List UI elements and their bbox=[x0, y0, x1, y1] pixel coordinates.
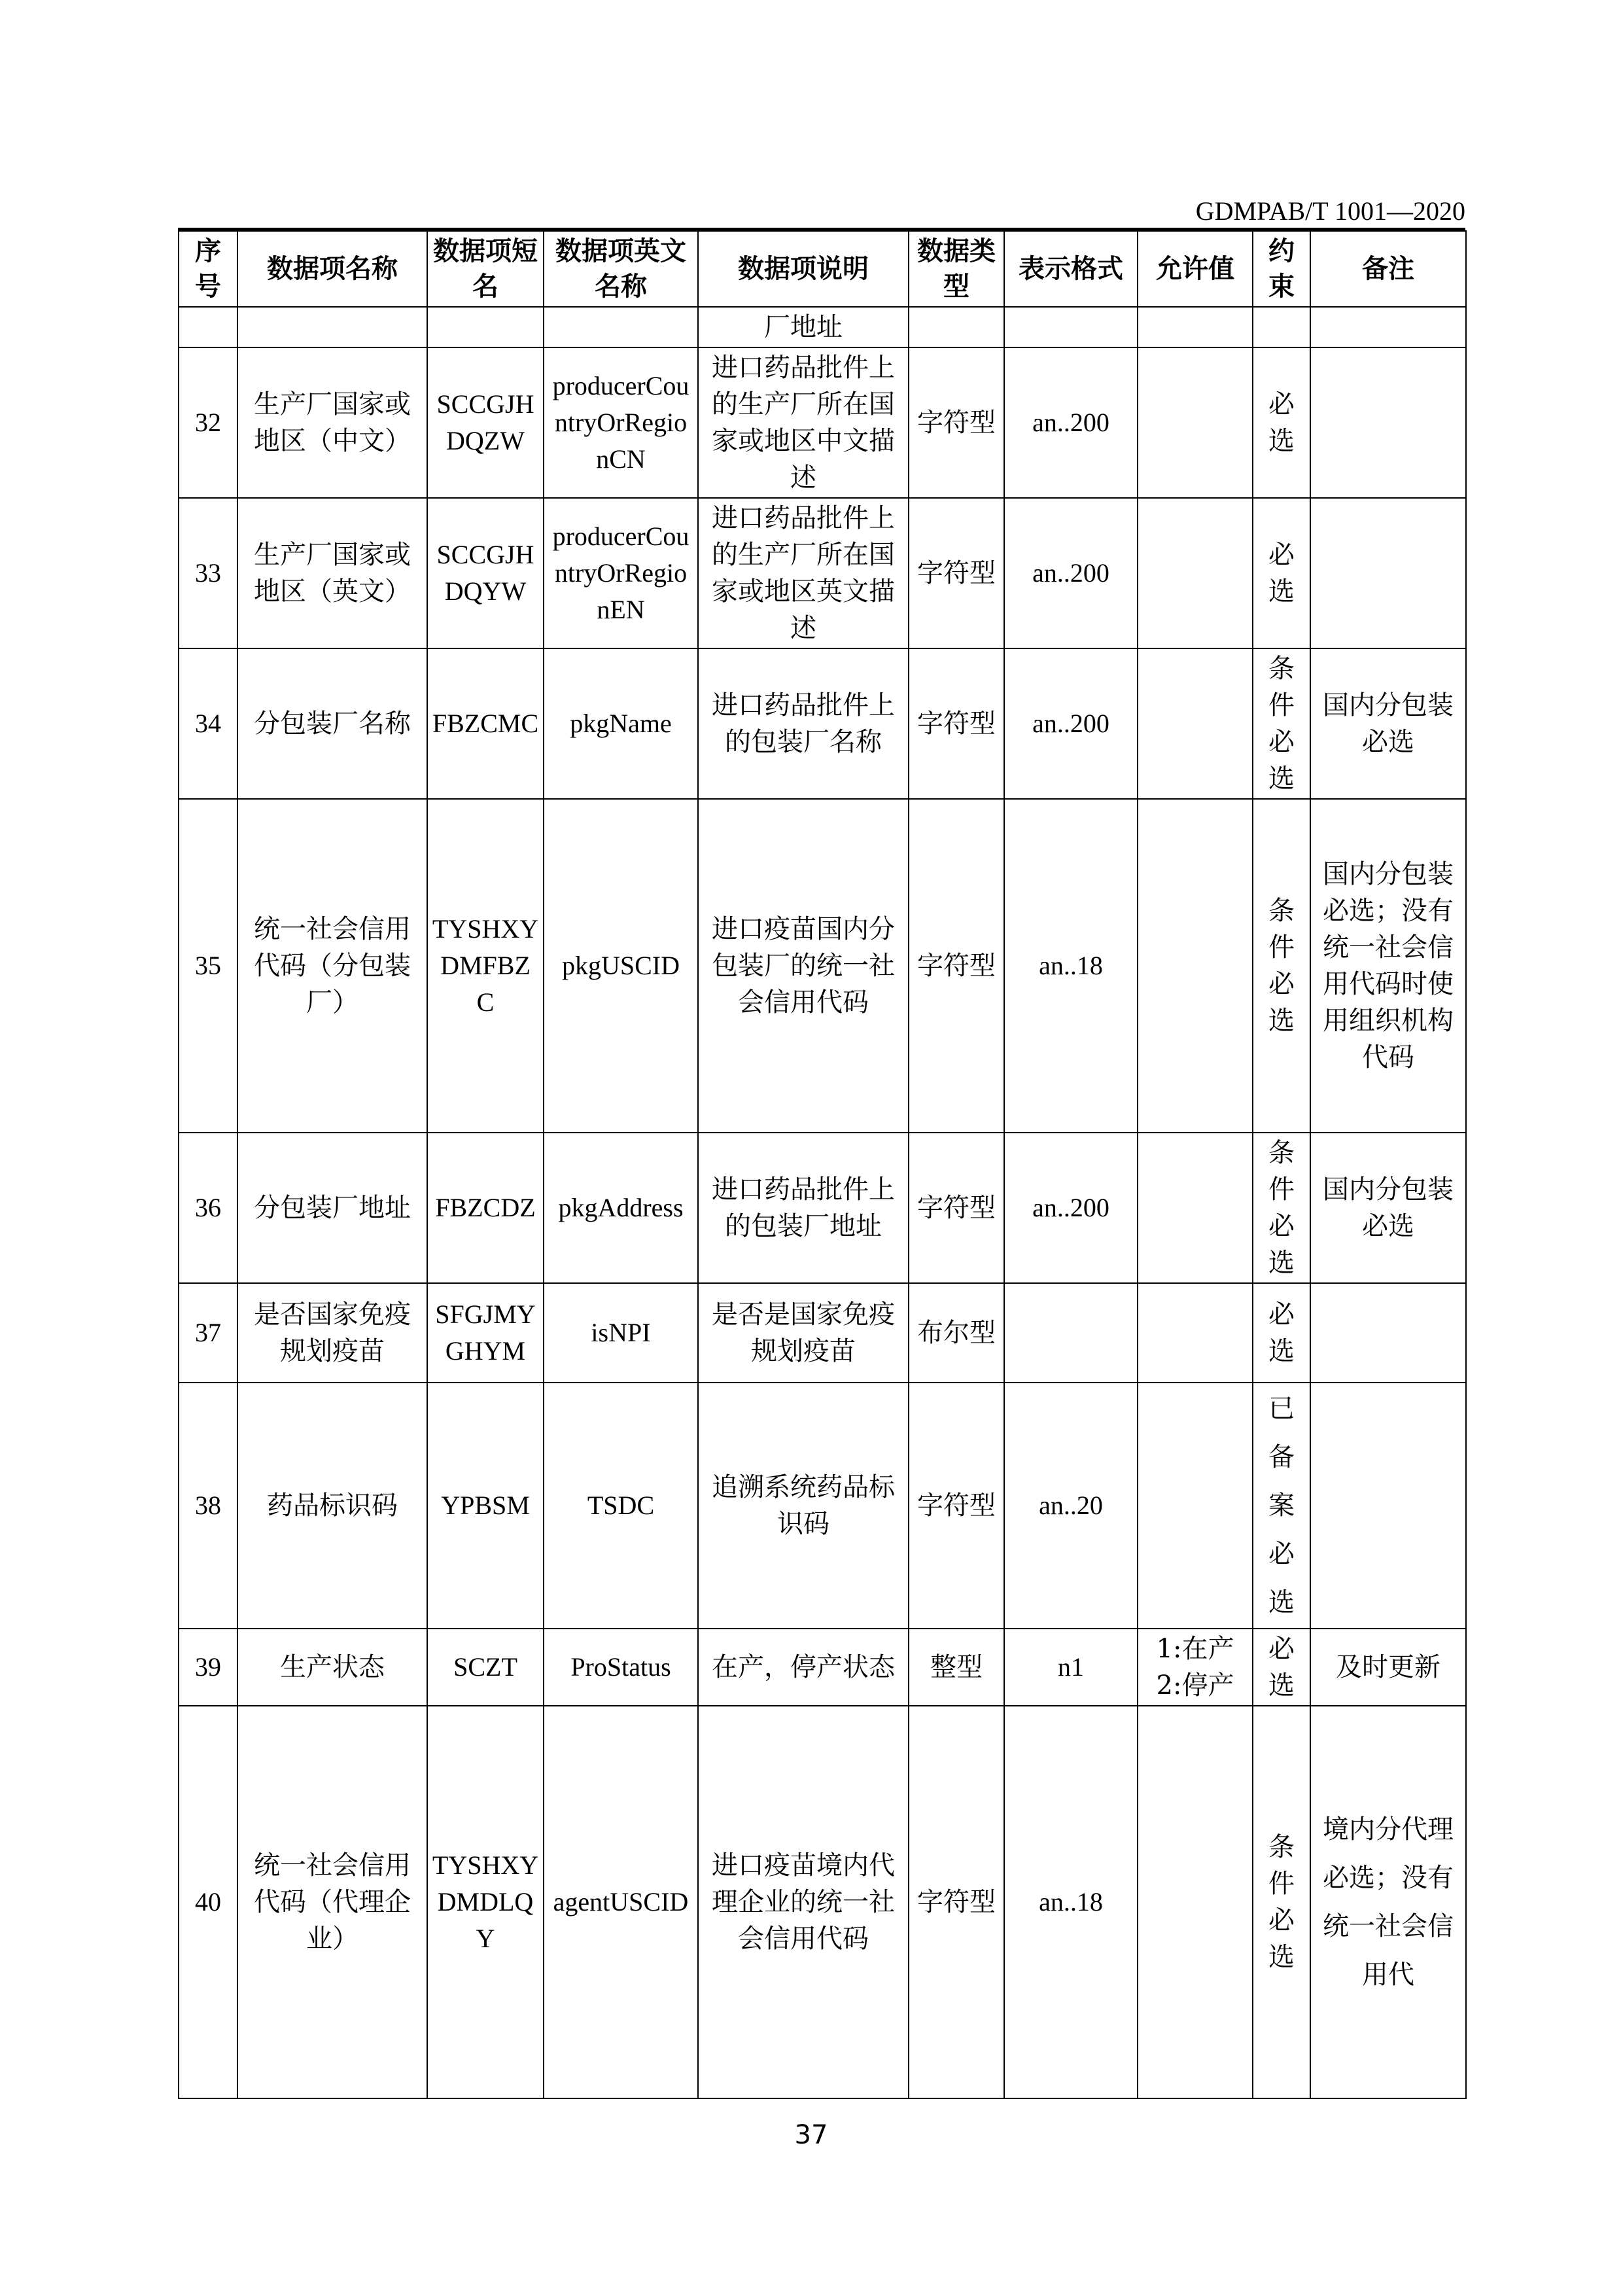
cell-short: SCCGJHDQZW bbox=[427, 347, 544, 498]
cell-short: SCZT bbox=[427, 1629, 544, 1706]
cell-note: 境内分代理必选；没有统一社会信用代 bbox=[1310, 1706, 1466, 2098]
cell-english bbox=[544, 307, 698, 347]
cell-short: SCCGJHDQYW bbox=[427, 498, 544, 648]
cell-name bbox=[237, 307, 427, 347]
cell-name: 统一社会信用代码（代理企业） bbox=[237, 1706, 427, 2098]
col-header-note: 备注 bbox=[1310, 231, 1466, 307]
col-header-allowed: 允许值 bbox=[1138, 231, 1253, 307]
cell-short: YPBSM bbox=[427, 1383, 544, 1629]
cell-short: TYSHXYDMDLQY bbox=[427, 1706, 544, 2098]
cell-no: 38 bbox=[179, 1383, 237, 1629]
cell-type: 字符型 bbox=[909, 1133, 1004, 1283]
cell-format: an..20 bbox=[1004, 1383, 1138, 1629]
cell-format: an..18 bbox=[1004, 799, 1138, 1133]
cell-desc: 进口疫苗国内分包装厂的统一社会信用代码 bbox=[698, 799, 909, 1133]
cell-format: an..200 bbox=[1004, 648, 1138, 799]
cell-english: pkgAddress bbox=[544, 1133, 698, 1283]
col-header-format: 表示格式 bbox=[1004, 231, 1138, 307]
cell-constraint: 条件必选 bbox=[1253, 648, 1310, 799]
cell-desc: 进口药品批件上的生产厂所在国家或地区中文描述 bbox=[698, 347, 909, 498]
cell-type: 字符型 bbox=[909, 498, 1004, 648]
cell-short bbox=[427, 307, 544, 347]
cell-english: TSDC bbox=[544, 1383, 698, 1629]
cell-short: FBZCMC bbox=[427, 648, 544, 799]
cell-constraint: 已备案必选 bbox=[1253, 1383, 1310, 1629]
cell-name: 分包装厂地址 bbox=[237, 1133, 427, 1283]
col-header-name: 数据项名称 bbox=[237, 231, 427, 307]
table-row bbox=[179, 1383, 1466, 1629]
cell-no: 39 bbox=[179, 1629, 237, 1706]
cell-format: n1 bbox=[1004, 1629, 1138, 1706]
cell-desc: 进口疫苗境内代理企业的统一社会信用代码 bbox=[698, 1706, 909, 2098]
table-row bbox=[179, 1706, 1466, 2098]
cell-format: an..200 bbox=[1004, 347, 1138, 498]
table-row bbox=[179, 1283, 1466, 1383]
cell-name: 生产厂国家或地区（英文） bbox=[237, 498, 427, 648]
cell-allowed bbox=[1138, 1133, 1253, 1283]
table-row bbox=[179, 347, 1466, 498]
cell-no: 35 bbox=[179, 799, 237, 1133]
cell-format: an..18 bbox=[1004, 1706, 1138, 2098]
document-code: GDMPAB/T 1001—2020 bbox=[1195, 196, 1465, 226]
cell-note bbox=[1310, 498, 1466, 648]
col-header-short: 数据项短名 bbox=[427, 231, 544, 307]
cell-name: 是否国家免疫规划疫苗 bbox=[237, 1283, 427, 1383]
cell-desc: 进口药品批件上的包装厂名称 bbox=[698, 648, 909, 799]
cell-note bbox=[1310, 1383, 1466, 1629]
cell-desc: 厂地址 bbox=[698, 307, 909, 347]
cell-format bbox=[1004, 1283, 1138, 1383]
cell-constraint: 必选 bbox=[1253, 498, 1310, 648]
cell-allowed: 1:在产 2:停产 bbox=[1138, 1629, 1253, 1706]
cell-constraint: 必选 bbox=[1253, 1283, 1310, 1383]
cell-constraint: 必选 bbox=[1253, 347, 1310, 498]
table-header-row bbox=[179, 231, 1466, 307]
col-header-desc: 数据项说明 bbox=[698, 231, 909, 307]
table-row bbox=[179, 1629, 1466, 1706]
cell-note: 及时更新 bbox=[1310, 1629, 1466, 1706]
cell-name: 生产厂国家或地区（中文） bbox=[237, 347, 427, 498]
col-header-constraint: 约束 bbox=[1253, 231, 1310, 307]
cell-name: 生产状态 bbox=[237, 1629, 427, 1706]
cell-short: TYSHXYDMFBZC bbox=[427, 799, 544, 1133]
cell-english: producerCountryOrRegionEN bbox=[544, 498, 698, 648]
cell-constraint: 条件必选 bbox=[1253, 799, 1310, 1133]
cell-english: pkgName bbox=[544, 648, 698, 799]
cell-no: 34 bbox=[179, 648, 237, 799]
cell-type: 字符型 bbox=[909, 347, 1004, 498]
cell-note bbox=[1310, 307, 1466, 347]
col-header-type: 数据类型 bbox=[909, 231, 1004, 307]
cell-desc: 进口药品批件上的包装厂地址 bbox=[698, 1133, 909, 1283]
cell-no: 40 bbox=[179, 1706, 237, 2098]
cell-desc: 在产，停产状态 bbox=[698, 1629, 909, 1706]
cell-note: 国内分包装必选；没有统一社会信用代码时使用组织机构代码 bbox=[1310, 799, 1466, 1133]
cell-allowed bbox=[1138, 1706, 1253, 2098]
cell-desc: 进口药品批件上的生产厂所在国家或地区英文描述 bbox=[698, 498, 909, 648]
cell-note: 国内分包装必选 bbox=[1310, 1133, 1466, 1283]
cell-allowed bbox=[1138, 498, 1253, 648]
cell-no: 33 bbox=[179, 498, 237, 648]
cell-allowed bbox=[1138, 1283, 1253, 1383]
cell-allowed bbox=[1138, 347, 1253, 498]
cell-english: isNPI bbox=[544, 1283, 698, 1383]
cell-no bbox=[179, 307, 237, 347]
cell-type: 字符型 bbox=[909, 1383, 1004, 1629]
cell-allowed bbox=[1138, 307, 1253, 347]
cell-type: 字符型 bbox=[909, 648, 1004, 799]
cell-constraint: 条件必选 bbox=[1253, 1706, 1310, 2098]
cell-format: an..200 bbox=[1004, 498, 1138, 648]
cell-allowed bbox=[1138, 799, 1253, 1133]
cell-type bbox=[909, 307, 1004, 347]
cell-desc: 追溯系统药品标识码 bbox=[698, 1383, 909, 1629]
cell-short: SFGJMYGHYM bbox=[427, 1283, 544, 1383]
cell-note bbox=[1310, 347, 1466, 498]
data-item-table bbox=[178, 230, 1467, 2099]
cell-name: 药品标识码 bbox=[237, 1383, 427, 1629]
cell-name: 分包装厂名称 bbox=[237, 648, 427, 799]
table-row bbox=[179, 799, 1466, 1133]
cell-short: FBZCDZ bbox=[427, 1133, 544, 1283]
table-row bbox=[179, 1133, 1466, 1283]
cell-type: 字符型 bbox=[909, 799, 1004, 1133]
cell-note bbox=[1310, 1283, 1466, 1383]
cell-english: agentUSCID bbox=[544, 1706, 698, 2098]
col-header-no: 序号 bbox=[179, 231, 237, 307]
cell-allowed bbox=[1138, 648, 1253, 799]
cell-note: 国内分包装必选 bbox=[1310, 648, 1466, 799]
table-row bbox=[179, 498, 1466, 648]
cell-constraint: 条件必选 bbox=[1253, 1133, 1310, 1283]
cell-english: producerCountryOrRegionCN bbox=[544, 347, 698, 498]
cell-english: pkgUSCID bbox=[544, 799, 698, 1133]
cell-english: ProStatus bbox=[544, 1629, 698, 1706]
cell-constraint: 必选 bbox=[1253, 1629, 1310, 1706]
cell-format bbox=[1004, 307, 1138, 347]
cell-type: 布尔型 bbox=[909, 1283, 1004, 1383]
cell-format: an..200 bbox=[1004, 1133, 1138, 1283]
cell-constraint bbox=[1253, 307, 1310, 347]
table-row-continuation bbox=[179, 307, 1466, 347]
table-row bbox=[179, 648, 1466, 799]
col-header-english: 数据项英文名称 bbox=[544, 231, 698, 307]
cell-no: 37 bbox=[179, 1283, 237, 1383]
cell-allowed bbox=[1138, 1383, 1253, 1629]
cell-name: 统一社会信用代码（分包装厂） bbox=[237, 799, 427, 1133]
cell-type: 字符型 bbox=[909, 1706, 1004, 2098]
page-number: 37 bbox=[794, 2120, 828, 2150]
cell-type: 整型 bbox=[909, 1629, 1004, 1706]
cell-desc: 是否是国家免疫规划疫苗 bbox=[698, 1283, 909, 1383]
cell-no: 36 bbox=[179, 1133, 237, 1283]
cell-no: 32 bbox=[179, 347, 237, 498]
